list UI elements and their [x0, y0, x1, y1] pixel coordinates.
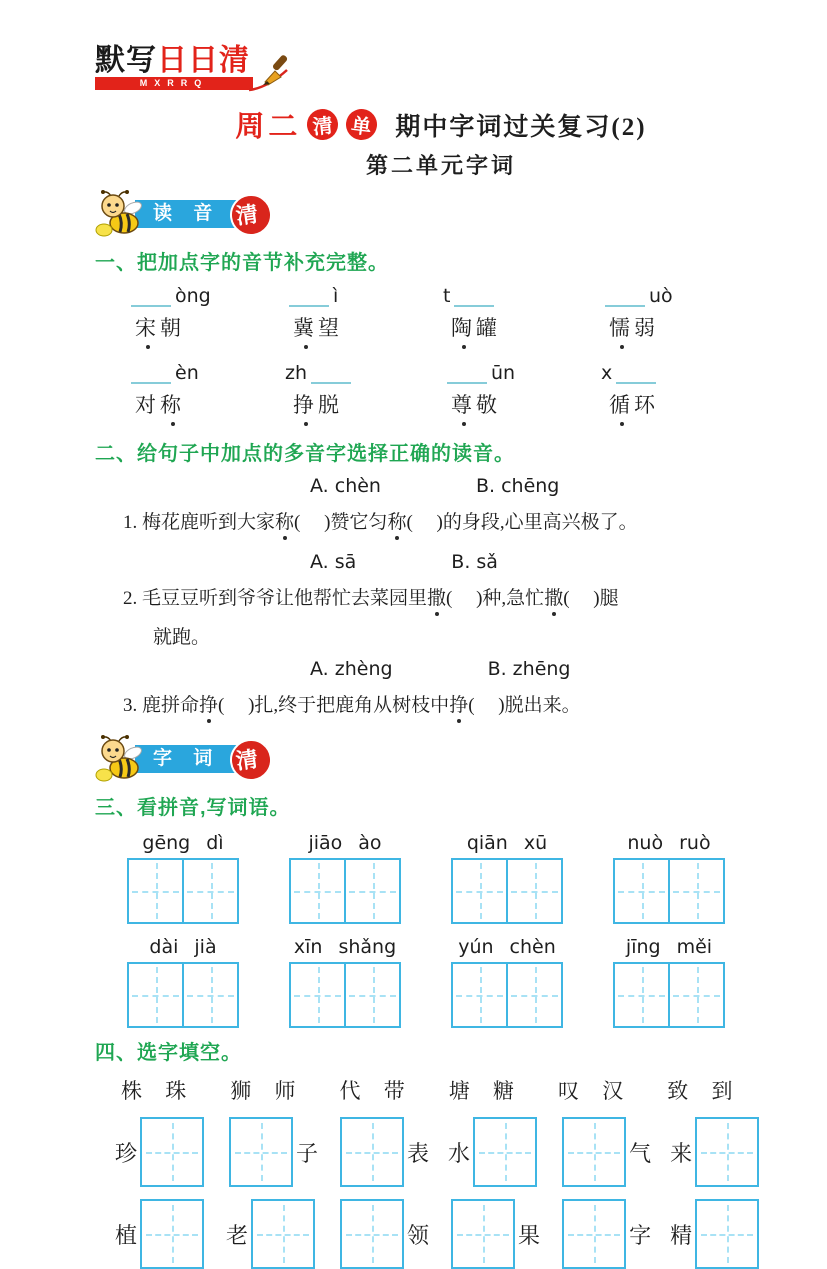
pinyin-grid [127, 832, 239, 924]
logo-text-black: 默写 [95, 44, 157, 77]
banner-reading-stamp: 清 [228, 191, 275, 238]
question-2-wrap: 就跑。 [153, 627, 211, 648]
section1-heading: 一、把加点字的音节补充完整。 [95, 252, 389, 274]
dotted-char: 撒 [427, 588, 447, 609]
fill-pre: 来 [670, 1140, 693, 1166]
pinyin-grid [613, 832, 725, 924]
writing-cell[interactable] [615, 860, 668, 922]
pinyin-grid [613, 936, 725, 1028]
logo-subtext: MXRRQ [95, 77, 253, 90]
fill-group [670, 1199, 762, 1269]
pinyin-label: dài [149, 936, 179, 958]
pinyin-prefix: zh [285, 362, 308, 384]
writing-grid [613, 962, 725, 1028]
choice-pair: 代 带 [339, 1079, 405, 1103]
writing-cell[interactable] [453, 964, 506, 1026]
writing-grid [289, 962, 401, 1028]
writing-grid [127, 962, 239, 1028]
pinyin-blank[interactable] [616, 366, 656, 384]
logo-text-red: 日日清 [157, 44, 250, 77]
writing-cell[interactable] [668, 860, 723, 922]
pinyin-item [601, 283, 759, 352]
option-row-1 [95, 475, 787, 497]
question-text: 2. 毛豆豆听到爷爷让他帮忙去菜园里 [123, 588, 428, 609]
pinyin-label: nuò [627, 832, 664, 854]
choice-pair: 狮 师 [230, 1079, 296, 1103]
banner-reading [95, 190, 787, 238]
section3-heading: 三、看拼音,写词语。 [95, 797, 291, 819]
question-text: 3. 鹿拼命 [123, 695, 200, 716]
fill-row-1 [95, 1117, 787, 1187]
pinyin-item [127, 360, 285, 429]
banner-words-text: 字 词 [153, 748, 221, 769]
pinyin-label: shǎng [338, 936, 397, 958]
question-3 [95, 690, 787, 725]
pinyin-grid [289, 936, 401, 1028]
word [601, 312, 759, 352]
answer-box[interactable] [562, 1117, 626, 1187]
pinyin-suffix: uò [649, 285, 673, 307]
fill-group [226, 1199, 318, 1269]
pinyin-blank[interactable] [605, 289, 645, 307]
word-char: 挣 [293, 389, 318, 419]
pinyin-label: měi [676, 936, 713, 958]
pinyin-label: yún [458, 936, 494, 958]
question-text: ( )腿 [563, 588, 619, 609]
pinyin-row-2 [95, 360, 787, 429]
pinyin-blank[interactable] [131, 289, 171, 307]
question-text: ( )脱出来。 [468, 695, 581, 716]
word-char: 称 [160, 389, 185, 419]
dotted-char: 挣 [449, 695, 469, 716]
pinyin-row-1 [95, 283, 787, 352]
bee-icon [95, 735, 145, 783]
pinyin-suffix: ūn [491, 362, 516, 384]
answer-box[interactable] [473, 1117, 537, 1187]
fill-group [337, 1117, 429, 1187]
writing-grid [451, 962, 563, 1028]
word-char: 望 [318, 316, 343, 340]
option-b: B. zhēng [487, 658, 571, 680]
pinyin-blank[interactable] [289, 289, 329, 307]
grid-row-2 [95, 936, 787, 1028]
banner-words-label [135, 745, 266, 773]
writing-grid [613, 858, 725, 924]
pinyin-item [601, 360, 759, 429]
word-char: 陶 [451, 312, 476, 342]
stamp-qing: 清 [306, 107, 340, 141]
option-b: B. chēng [475, 475, 560, 497]
question-1 [95, 507, 787, 542]
banner-words-stamp: 清 [228, 736, 275, 783]
pinyin-suffix: èn [175, 362, 199, 384]
writing-cell[interactable] [129, 964, 182, 1026]
word-char: 懦 [609, 312, 634, 342]
answer-box[interactable] [695, 1199, 759, 1269]
brush-pen-icon [247, 52, 299, 96]
writing-cell[interactable] [291, 964, 344, 1026]
fill-post: 领 [407, 1222, 430, 1248]
fill-post: 字 [629, 1222, 652, 1248]
fill-pre: 水 [448, 1140, 471, 1166]
fill-group [559, 1199, 651, 1269]
answer-box[interactable] [340, 1199, 404, 1269]
writing-grid [451, 858, 563, 924]
writing-cell[interactable] [344, 964, 399, 1026]
answer-box[interactable] [229, 1117, 293, 1187]
fill-group [115, 1117, 207, 1187]
word [127, 389, 285, 429]
word [285, 312, 443, 352]
answer-box[interactable] [562, 1199, 626, 1269]
fill-group [226, 1117, 318, 1187]
pinyin-prefix: x [601, 362, 613, 384]
word-char: 敬 [476, 393, 501, 417]
writing-cell[interactable] [344, 860, 399, 922]
pinyin-label: qiān [466, 832, 508, 854]
choice-pair: 叹 汉 [558, 1079, 624, 1103]
pinyin-grid [451, 832, 563, 924]
fill-post: 气 [629, 1140, 652, 1166]
fill-group [670, 1117, 762, 1187]
fill-pre: 植 [115, 1222, 138, 1248]
fill-pre: 老 [226, 1222, 249, 1248]
pinyin-grid [451, 936, 563, 1028]
fill-post: 果 [518, 1222, 541, 1248]
section4-heading: 四、选字填空。 [95, 1042, 242, 1064]
fill-group [115, 1199, 207, 1269]
word-char: 尊 [451, 389, 476, 419]
option-a: A. sā [310, 551, 357, 573]
option-row-3 [95, 658, 787, 680]
question-text: 1. 梅花鹿听到大家 [123, 512, 276, 533]
grid-row-1 [95, 832, 787, 924]
pinyin-label: gēng [142, 832, 191, 854]
logo-title [95, 46, 253, 76]
pinyin-label: ruò [679, 832, 711, 854]
writing-cell[interactable] [129, 860, 182, 922]
word [127, 312, 285, 352]
writing-cell[interactable] [506, 964, 561, 1026]
pinyin-prefix: t [443, 285, 451, 307]
pinyin-suffix: òng [175, 285, 211, 307]
fill-row-2 [95, 1199, 787, 1269]
choice-pair: 致 到 [667, 1079, 733, 1103]
word-char: 冀 [293, 312, 318, 342]
question-2 [95, 583, 787, 618]
section2-heading: 二、给句子中加点的多音字选择正确的读音。 [95, 443, 515, 465]
question-text: ( )种,急忙 [446, 588, 545, 609]
dotted-char: 称 [275, 512, 295, 533]
character-choices [95, 1075, 787, 1105]
choice-pair: 塘 糖 [448, 1079, 514, 1103]
week-badge: 周二 [235, 111, 302, 143]
fill-group [448, 1199, 540, 1269]
dotted-char: 称 [387, 512, 407, 533]
pinyin-suffix: ì [333, 285, 339, 307]
page-title-row [95, 104, 787, 145]
writing-cell[interactable] [291, 860, 344, 922]
dotted-char: 挣 [199, 695, 219, 716]
pinyin-blank[interactable] [447, 366, 487, 384]
word-char: 朝 [160, 316, 185, 340]
answer-box[interactable] [251, 1199, 315, 1269]
dotted-char: 撒 [544, 588, 564, 609]
pinyin-item [127, 283, 285, 352]
pinyin-item [285, 360, 443, 429]
pinyin-grid [289, 832, 401, 924]
fill-group [337, 1199, 429, 1269]
answer-box[interactable] [340, 1117, 404, 1187]
word-char: 弱 [634, 316, 659, 340]
fill-group [448, 1117, 540, 1187]
answer-box[interactable] [451, 1199, 515, 1269]
word-char: 对 [135, 393, 160, 417]
page-subtitle: 第二单元字词 [365, 153, 516, 178]
option-a: A. zhèng [310, 658, 393, 680]
pinyin-blank[interactable] [454, 289, 494, 307]
answer-box[interactable] [695, 1117, 759, 1187]
writing-cell[interactable] [182, 860, 237, 922]
word-char: 脱 [318, 393, 343, 417]
pinyin-label: dì [206, 832, 224, 854]
banner-words [95, 735, 787, 783]
question-text: ( )赞它匀 [294, 512, 388, 533]
pinyin-item [443, 283, 601, 352]
pinyin-label: jīng [625, 936, 661, 958]
pinyin-blank[interactable] [131, 366, 171, 384]
word-char: 宋 [135, 312, 160, 342]
pinyin-grid [127, 936, 239, 1028]
question-text: ( )的身段,心里高兴极了。 [406, 512, 638, 533]
answer-box[interactable] [140, 1117, 204, 1187]
word [443, 389, 601, 429]
option-a: A. chèn [310, 475, 381, 497]
writing-cell[interactable] [453, 860, 506, 922]
question-text: ( )扎,终于把鹿角从树枝中 [218, 695, 450, 716]
word-char: 循 [609, 389, 634, 419]
page-title: 期中字词过关复习(2) [395, 113, 647, 141]
bee-icon [95, 190, 145, 238]
pinyin-label: jià [194, 936, 217, 958]
fill-post: 子 [296, 1140, 319, 1166]
pinyin-label: chèn [509, 936, 556, 958]
stamp-dan: 单 [345, 107, 380, 142]
fill-pre: 精 [670, 1222, 693, 1248]
word [601, 389, 759, 429]
writing-cell[interactable] [615, 964, 668, 1026]
word-char: 环 [634, 393, 659, 417]
pinyin-item [443, 360, 601, 429]
word [285, 389, 443, 429]
writing-grid [127, 858, 239, 924]
choice-pair: 株 珠 [121, 1079, 187, 1103]
pinyin-label: ào [358, 832, 382, 854]
pinyin-label: jiāo [308, 832, 343, 854]
banner-reading-label [135, 200, 266, 228]
logo [95, 46, 787, 98]
fill-post: 表 [407, 1140, 430, 1166]
fill-group [559, 1117, 651, 1187]
word [443, 312, 601, 352]
writing-cell[interactable] [506, 860, 561, 922]
option-row-2 [95, 551, 787, 573]
writing-grid [289, 858, 401, 924]
option-b: B. sǎ [451, 551, 498, 573]
answer-box[interactable] [140, 1199, 204, 1269]
pinyin-item [285, 283, 443, 352]
pinyin-label: xīn [293, 936, 323, 958]
word-char: 罐 [476, 316, 501, 340]
fill-pre: 珍 [115, 1140, 138, 1166]
pinyin-label: xū [523, 832, 548, 854]
writing-cell[interactable] [182, 964, 237, 1026]
banner-reading-text: 读 音 [153, 203, 221, 224]
writing-cell[interactable] [668, 964, 723, 1026]
pinyin-blank[interactable] [311, 366, 351, 384]
